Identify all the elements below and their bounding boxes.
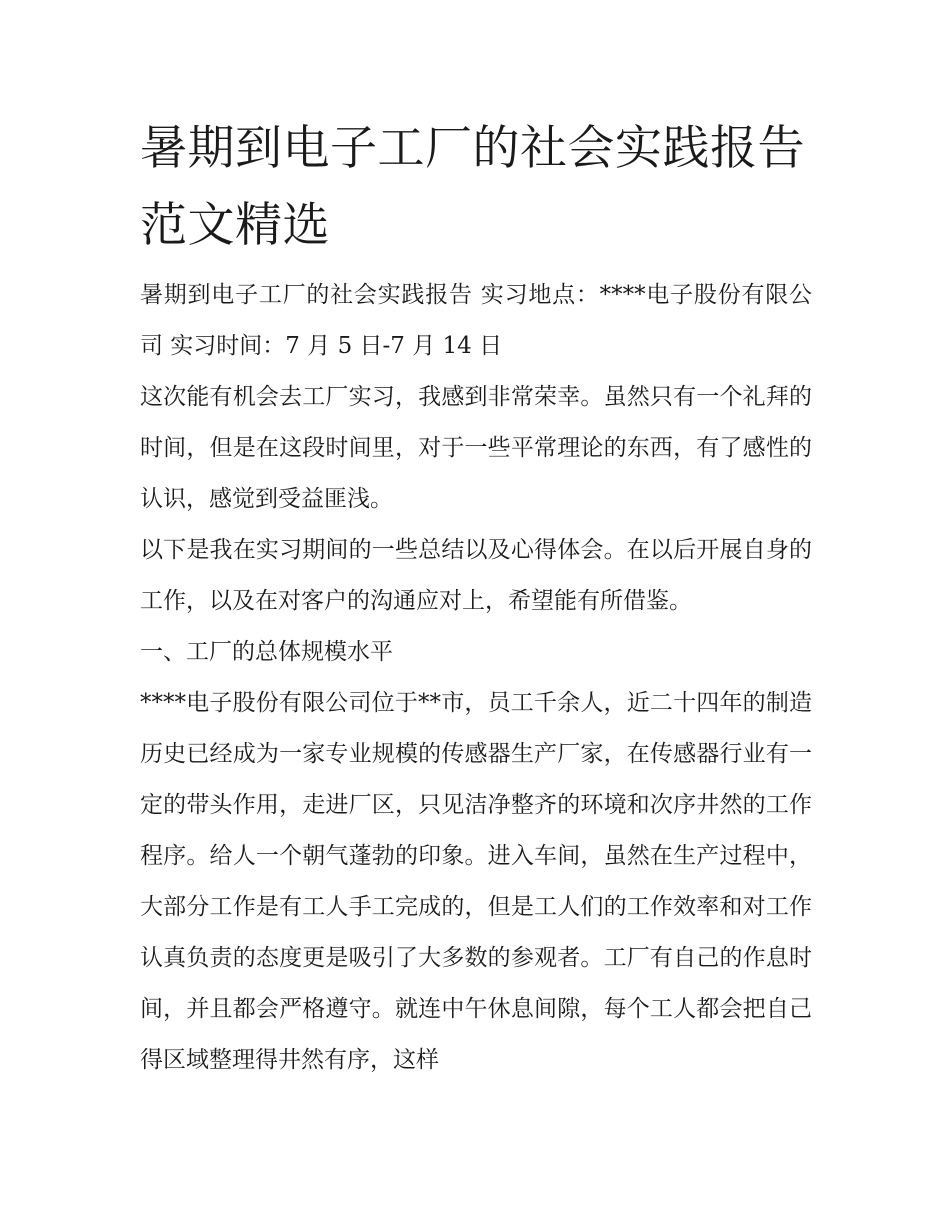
paragraph-summary: 以下是我在实习期间的一些总结以及心得体会。在以后开展自身的工作，以及在对客户的沟通应对上，希望能有所借鉴。 — [140, 537, 812, 614]
document-page — [140, 110, 812, 1086]
document-title: 暑期到电子工厂的社会实践报告范文精选 — [140, 121, 805, 253]
paragraph-intro: 暑期到电子工厂的社会实践报告 实习地点：****电子股份有限公司 实习时间：7 月 5 日-7 月 14 日 — [140, 282, 812, 359]
paragraph-opportunity: 这次能有机会去工厂实习，我感到非常荣幸。虽然只有一个礼拜的时间，但是在这段时间里，对于一些平常理论的东西，有了感性的认识，感觉到受益匪浅。 — [140, 384, 812, 512]
section-heading-factory-scale: 一、工厂的总体规模水平 — [140, 639, 393, 665]
paragraph-factory-description: ****电子股份有限公司位于**市，员工千余人，近二十四年的制造历史已经成为一家专业规模的传感器生产厂家，在传感器行业有一定的带头作用，走进厂区，只见洁净整齐的环境和次序井然的工作程序。给人一个朝气蓬勃的印象。进入车间，虽然在生产过程中，大部分工作是有工人手工完成的，但是工人们的工作效率和对工作认真负责的态度更是吸引了大多数的参观者。工厂有自己的作息时间，并且都会严格遵守。就连中午休息间隙，每个工人都会把自己得区域整理得井然有序，这样 — [140, 690, 812, 1073]
